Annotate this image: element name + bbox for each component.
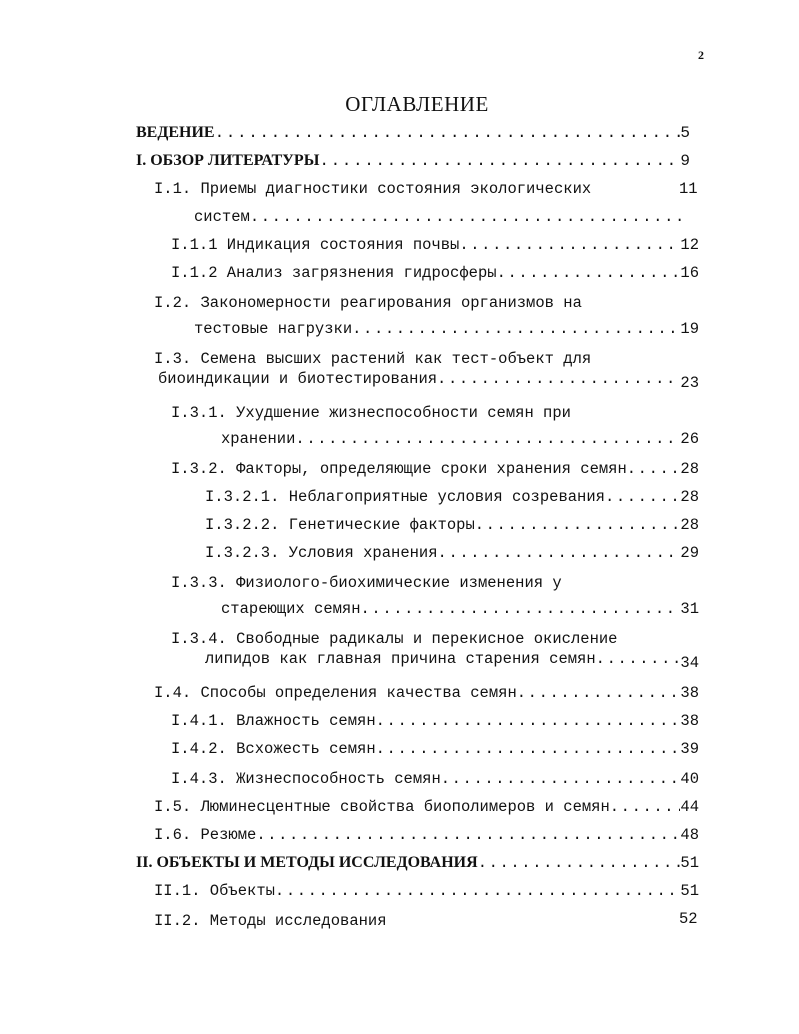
leader-dots xyxy=(256,826,680,844)
toc-entry-page: 38 xyxy=(680,684,699,702)
toc-entry xyxy=(171,264,699,282)
toc-entry-page: 51 xyxy=(680,882,699,900)
toc-entry-label: I.3.2. Факторы, определяющие сроки хранения семян xyxy=(171,460,627,478)
toc-entry xyxy=(205,516,699,534)
leader-dots xyxy=(605,488,680,506)
toc-entry-label: I.3.2.1. Неблагоприятные условия созревания xyxy=(205,488,605,506)
toc-entry-page: 31 xyxy=(680,600,699,618)
toc-entry-page: 11 xyxy=(679,180,698,198)
toc-entry-page: 16 xyxy=(680,264,699,282)
toc-entry-label: II.2. Методы исследования xyxy=(154,912,387,930)
toc-title: ОГЛАВЛЕНИЕ xyxy=(345,92,489,116)
toc-entry-label: I.5. Люминесцентные свойства биополимеров и семян xyxy=(154,798,610,816)
leader-dots xyxy=(610,798,681,816)
toc-entry-label: ВЕДЕНИЕ xyxy=(136,124,215,141)
leader-dots xyxy=(497,264,681,282)
leader-dots xyxy=(475,516,681,534)
toc-entry-label: I.4.1. Влажность семян xyxy=(171,712,376,730)
toc-entry-label: I.1.2 Анализ загрязнения гидросферы xyxy=(171,264,497,282)
toc-entry-label: I. ОБЗОР ЛИТЕРАТУРЫ xyxy=(136,152,320,169)
toc-entry-label-continued: липидов как главная причина старения семян xyxy=(205,650,596,668)
toc-entry-page: 48 xyxy=(680,826,699,844)
toc-entry-page: 12 xyxy=(680,236,699,254)
toc-entry-page: 44 xyxy=(680,798,699,816)
toc-entry-label: I.3.2.2. Генетические факторы xyxy=(205,516,475,534)
leader-dots xyxy=(478,854,681,872)
toc-entry-page: 38 xyxy=(680,712,699,730)
leader-dots xyxy=(437,370,680,388)
leader-dots xyxy=(352,320,680,338)
toc-entry xyxy=(171,460,699,478)
leader-dots xyxy=(361,600,681,618)
toc-entry-label: II. ОБЪЕКТЫ И МЕТОДЫ ИССЛЕДОВАНИЯ xyxy=(136,854,478,871)
toc-entry-page: 29 xyxy=(680,544,699,562)
toc-entry-page: 39 xyxy=(680,740,699,758)
toc-entry-label-continued: тестовые нагрузки xyxy=(194,320,353,338)
leader-dots xyxy=(295,430,680,448)
leader-dots xyxy=(319,152,680,170)
leader-dots xyxy=(627,460,681,478)
page-number: 2 xyxy=(698,48,704,62)
leader-dots xyxy=(438,544,681,562)
toc-entry-page: 40 xyxy=(680,770,699,788)
leader-dots xyxy=(376,712,681,730)
toc-entry-page: 26 xyxy=(680,430,699,448)
toc-entry xyxy=(136,124,690,142)
toc-entry-label-continued: стареющих семян xyxy=(221,600,361,618)
toc-entry xyxy=(154,798,699,816)
leader-dots xyxy=(275,882,680,900)
toc-entry xyxy=(205,488,699,506)
toc-entry-label: I.4. Способы определения качества семян xyxy=(154,684,517,702)
toc-entry-page: 52 xyxy=(679,910,698,928)
toc-entry-label-continued: биоиндикации и биотестирования xyxy=(158,370,438,388)
toc-entry-page: 23 xyxy=(680,374,699,392)
leader-dots xyxy=(517,684,681,702)
toc-entry-page: 19 xyxy=(680,320,699,338)
leader-dots xyxy=(596,650,681,668)
toc-entry-label: I.3.1. Ухудшение жизнеспособности семян при xyxy=(171,404,571,422)
toc-entry-page: 28 xyxy=(680,488,699,506)
toc-entry-label: I.4.3. Жизнеспособность семян xyxy=(171,770,441,788)
toc-entry xyxy=(136,152,690,170)
toc-entry xyxy=(171,236,699,254)
toc-entry-label-continued: систем xyxy=(194,208,250,226)
toc-entry-page: 9 xyxy=(680,152,690,170)
toc-entry xyxy=(171,770,699,788)
toc-entry-label: I.2. Закономерности реагирования организмов на xyxy=(154,294,582,312)
toc-entry xyxy=(136,854,699,872)
toc-entry-page: 28 xyxy=(680,516,699,534)
toc-entry-label: I.6. Резюме xyxy=(154,826,257,844)
toc-entry-page: 5 xyxy=(680,124,690,142)
toc-entry-label-continued: хранении xyxy=(221,430,296,448)
toc-entry xyxy=(171,740,699,758)
toc-entry-label: I.3.2.3. Условия хранения xyxy=(205,544,438,562)
leader-dots xyxy=(250,208,682,226)
leader-dots xyxy=(459,236,680,254)
toc-entry xyxy=(171,712,699,730)
toc-entry-label: II.1. Объекты xyxy=(154,882,275,900)
toc-entry-label: I.1.1 Индикация состояния почвы xyxy=(171,236,460,254)
toc-entry xyxy=(154,882,699,900)
toc-entry-label: I.3.3. Физиолого-биохимические изменения у xyxy=(171,574,562,592)
toc-entry xyxy=(154,684,699,702)
toc-entry-label: I.1. Приемы диагностики состояния экологических xyxy=(154,180,592,198)
toc-entry xyxy=(205,544,699,562)
toc-entry-label: I.3. Семена высших растений как тест-объект для xyxy=(154,350,592,368)
toc-entry-page: 51 xyxy=(680,854,699,872)
toc-entry-page: 28 xyxy=(680,460,699,478)
toc-entry-page: 34 xyxy=(680,654,699,672)
leader-dots xyxy=(441,770,681,788)
toc-entry-label: I.3.4. Свободные радикалы и перекисное окисление xyxy=(171,630,618,648)
leader-dots xyxy=(376,740,681,758)
leader-dots xyxy=(215,124,681,142)
toc-entry-label: I.4.2. Всхожесть семян xyxy=(171,740,376,758)
toc-entry xyxy=(154,826,699,844)
